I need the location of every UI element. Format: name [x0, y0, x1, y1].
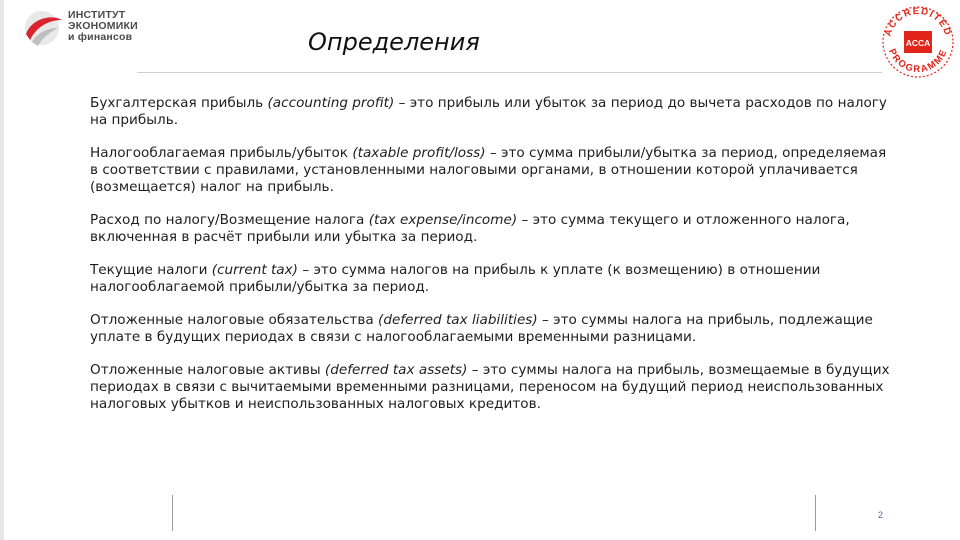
definition-english: (deferred tax liabilities): [378, 312, 538, 328]
institute-logo-icon: [22, 8, 66, 52]
title-divider: [137, 72, 882, 73]
definition-text: – это сумма налогов на прибыль к уплате (к возмещению) в отношении налогооблагаемой прибыли/убытка за период.: [90, 262, 821, 295]
badge-bottom-text: PROGRAMME: [886, 47, 950, 76]
slide-edge: [0, 0, 4, 540]
institute-logo: [22, 6, 172, 54]
definition-item: [90, 362, 890, 413]
definition-text: – это суммы налога на прибыль, возмещаемые в будущих периодах в связи с вычитаемыми временными разницами, переносом на будущий период неиспользованных налоговых убытков и неиспользованных налоговых кредитов.: [90, 362, 890, 412]
logo-line-2: ЭКОНОМИКИ: [68, 20, 138, 32]
definition-text: – это прибыль или убыток за период до вычета расходов по налогу на прибыль.: [90, 95, 887, 128]
definition-item: [90, 312, 890, 346]
definition-english: (current tax): [211, 262, 298, 278]
footer-divider-right: [815, 495, 816, 531]
footer-divider-left: [172, 495, 173, 531]
definition-item: [90, 145, 890, 196]
definition-english: (deferred tax assets): [324, 362, 468, 378]
definition-item: [90, 212, 890, 246]
definitions-list: [90, 95, 890, 429]
page-number: 2: [878, 510, 884, 520]
definition-item: [90, 262, 890, 296]
page-title: Определения: [308, 28, 480, 56]
logo-line-1: ИНСТИТУТ: [68, 9, 126, 21]
definition-text: – это сумма текущего и отложенного налога, включенная в расчёт прибыли или убытка за период.: [90, 212, 850, 245]
definition-english: (accounting profit): [267, 95, 395, 111]
definition-item: [90, 95, 890, 129]
definition-term: Расход по налогу/Возмещение налога: [90, 212, 365, 228]
definition-term: Текущие налоги: [90, 262, 208, 278]
acca-accredited-badge: [880, 4, 956, 80]
badge-center-text: ACCA: [905, 38, 931, 48]
institute-logo-text: [68, 10, 138, 43]
logo-line-3: и финансов: [68, 31, 133, 43]
definition-english: (taxable profit/loss): [352, 145, 486, 161]
definition-english: (tax expense/income): [368, 212, 518, 228]
definition-term: Отложенные налоговые активы: [90, 362, 321, 378]
definition-text: – это суммы налога на прибыль, подлежащие уплате в будущих периодах в связи с налогооблагаемыми временными разницами.: [90, 312, 873, 345]
definition-term: Налогооблагаемая прибыль/убыток: [90, 145, 349, 161]
definition-text: – это сумма прибыли/убытка за период, определяемая в соответствии с правилами, установленными налоговыми органами, в отношении которой уплачивается (возмещается) налог на прибыль.: [90, 145, 887, 195]
definition-term: Отложенные налоговые обязательства: [90, 312, 374, 328]
definition-term: Бухгалтерская прибыль: [90, 95, 264, 111]
badge-top-text: ACCREDITED: [882, 5, 954, 38]
